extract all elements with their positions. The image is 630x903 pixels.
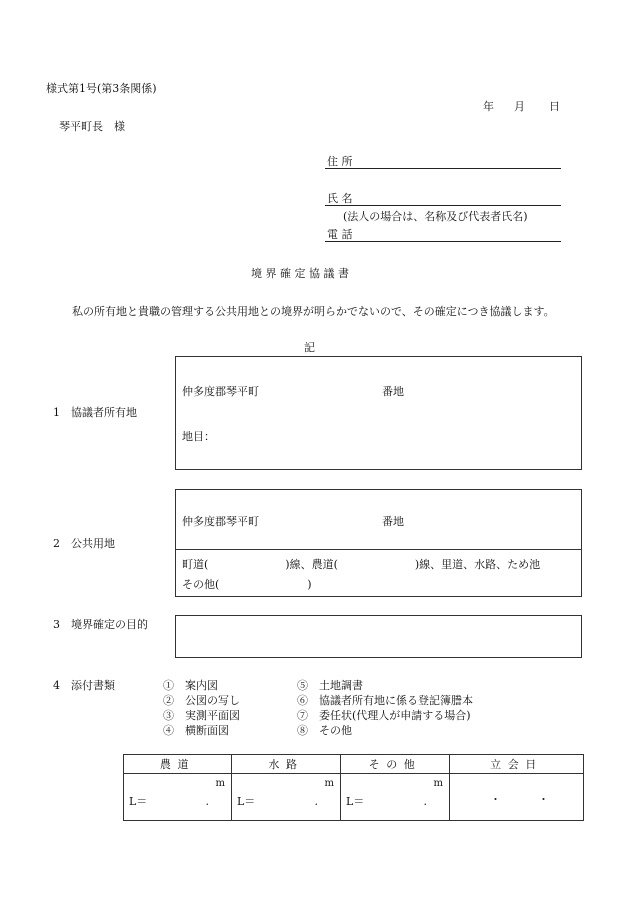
farm-road-length-cell[interactable] xyxy=(124,774,232,821)
purpose-label: 3 境界確定の目的 xyxy=(53,618,148,631)
owner-land-town: 仲多度郡琴平町 xyxy=(182,385,259,398)
body-text: 私の所有地と貴職の管理する公共用地との境界が明らかでないので、その確定につき協議します。 xyxy=(72,305,555,318)
purpose-box[interactable] xyxy=(175,615,582,658)
survey-table xyxy=(123,754,584,821)
owner-land-box[interactable] xyxy=(175,356,582,470)
public-land-box[interactable] xyxy=(175,489,582,597)
inspection-date-cell[interactable] xyxy=(450,774,584,821)
corporate-note: (法人の場合は、名称及び代表者氏名) xyxy=(343,210,528,223)
addressee: 琴平町長 様 xyxy=(59,120,125,133)
attachments-list-right xyxy=(297,680,473,740)
waterway-length-cell[interactable] xyxy=(232,774,341,821)
header-other: その他 xyxy=(341,755,450,774)
other-length-cell[interactable] xyxy=(341,774,450,821)
length-prefix: L＝ xyxy=(237,795,256,808)
phone-field[interactable] xyxy=(325,241,561,242)
date-separator: ・ xyxy=(490,793,501,806)
public-land-divider xyxy=(176,549,581,550)
public-land-town: 仲多度郡琴平町 xyxy=(182,515,259,528)
unit-label: m xyxy=(215,778,225,789)
attachment-item: ⑧ その他 xyxy=(297,724,352,737)
attachment-item: ② 公図の写し xyxy=(163,694,240,707)
decimal-dot: . xyxy=(205,795,209,808)
owner-land-banchi: 番地 xyxy=(382,385,404,398)
attachment-item: ⑥ 協議者所有地に係る登記簿謄本 xyxy=(297,694,473,707)
phone-label: 電 話 xyxy=(327,228,353,241)
header-inspection-date: 立会日 xyxy=(450,755,584,774)
document-title: 境 界 確 定 協 議 書 xyxy=(251,267,349,280)
attachments-label: 4 添付書類 xyxy=(53,679,115,692)
address-label: 住 所 xyxy=(327,155,353,168)
owner-land-category: 地目： xyxy=(182,430,215,443)
length-prefix: L＝ xyxy=(129,795,148,808)
owner-land-label: 1 協議者所有地 xyxy=(53,406,137,419)
public-land-banchi: 番地 xyxy=(382,515,404,528)
decimal-dot: . xyxy=(423,795,427,808)
attachments-list-left xyxy=(163,680,240,740)
length-prefix: L＝ xyxy=(346,795,365,808)
unit-label: m xyxy=(324,778,334,789)
attachment-item: ③ 実測平面図 xyxy=(163,709,240,722)
form-number: 様式第1号(第3条関係) xyxy=(46,82,157,95)
attachment-item: ④ 横断面図 xyxy=(163,724,229,737)
date-separator: ・ xyxy=(538,793,549,806)
public-land-other-line: その他( ) xyxy=(182,578,312,591)
attachment-item: ① 案内図 xyxy=(163,679,218,692)
date-day-label: 日 xyxy=(549,100,560,113)
address-field[interactable] xyxy=(325,168,561,169)
name-label: 氏 名 xyxy=(327,192,353,205)
header-waterway: 水路 xyxy=(232,755,341,774)
name-field[interactable] xyxy=(325,205,561,206)
decimal-dot: . xyxy=(314,795,318,808)
attachment-item: ⑦ 委任状(代理人が申請する場合) xyxy=(297,709,471,722)
public-land-road-line: 町道( )線、農道( )線、里道、水路、ため池 xyxy=(182,558,541,571)
date-month-label: 月 xyxy=(514,100,525,113)
attachment-item: ⑤ 土地調書 xyxy=(297,679,363,692)
date-year-label: 年 xyxy=(483,100,494,113)
ki-heading: 記 xyxy=(304,341,315,354)
unit-label: m xyxy=(433,778,443,789)
public-land-label: 2 公共用地 xyxy=(53,537,115,550)
header-farm-road: 農道 xyxy=(124,755,232,774)
